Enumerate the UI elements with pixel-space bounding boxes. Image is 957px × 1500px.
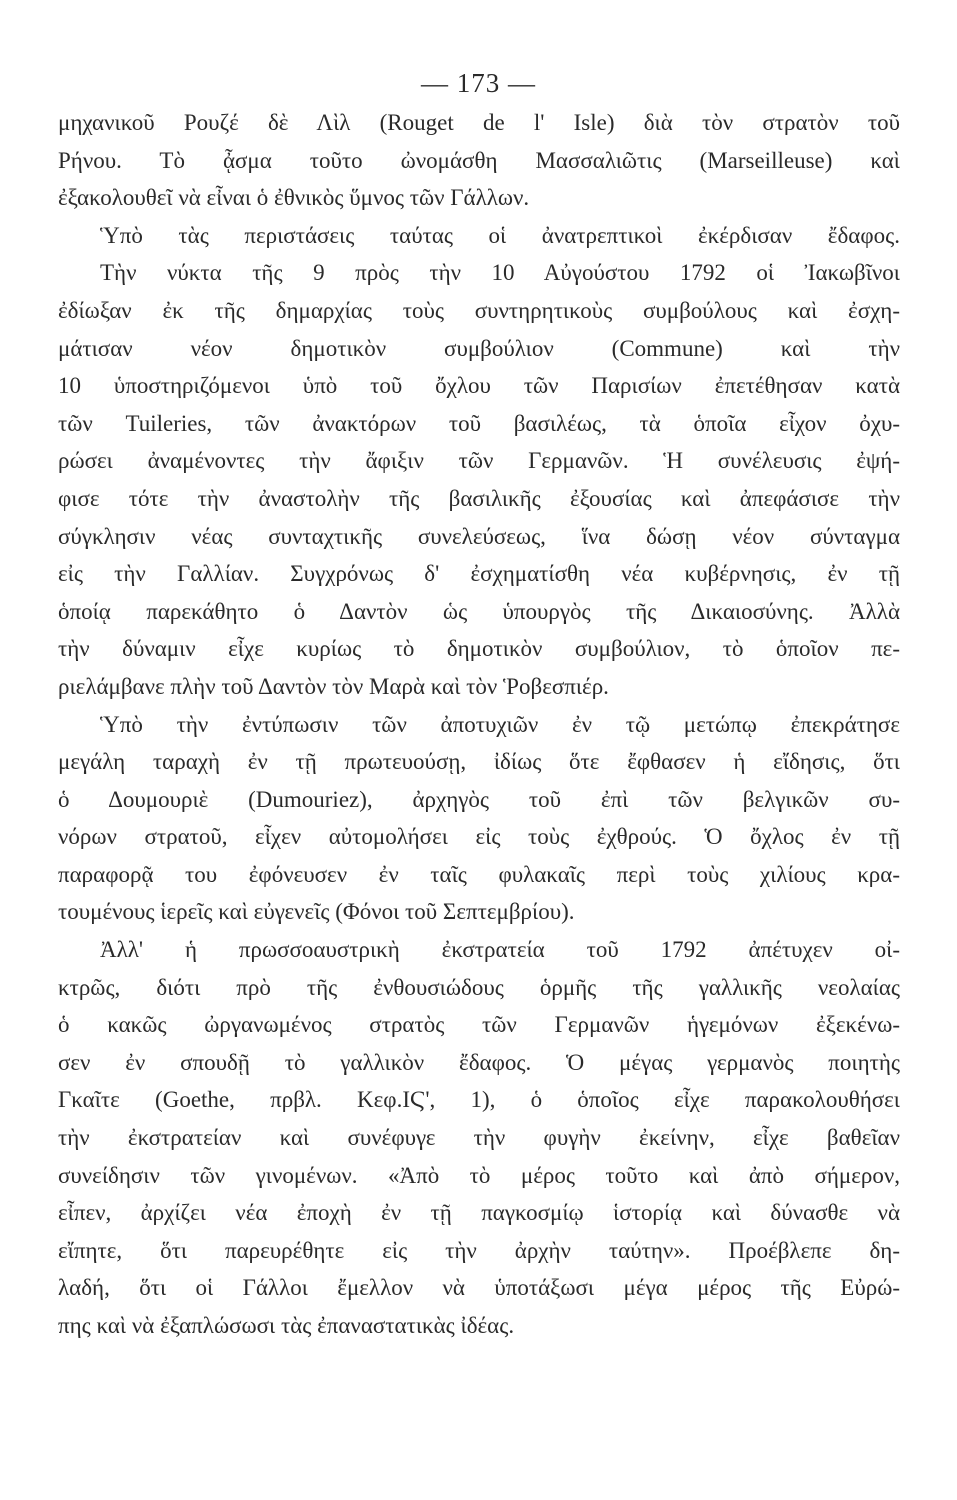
text-line: ρώσει ἀναμένοντες τὴν ἄφιξιν τῶν Γερμανῶν. Ἡ συνέλευσις ἐψή- [58,448,900,474]
text-line: συνείδησιν τῶν γινομένων. «Ἀπὸ τὸ μέρος τοῦτο καὶ ἀπὸ σήμερον, [58,1162,900,1188]
page-number: — 173 — [421,68,536,98]
text-line: Ρήνου. Τὸ ᾆσμα τοῦτο ὠνομάσθη Μασσαλιῶτις (Marseilleuse) καὶ [58,147,900,173]
text-line: σεν ἐν σπουδῇ τὸ γαλλικὸν ἔδαφος. Ὁ μέγας γερμανὸς ποιητὴς [58,1049,900,1075]
text-line: μηχανικοῦ Ρουζέ δὲ Λὶλ (Rouget de l' Isle) διὰ τὸν στρατὸν τοῦ [58,110,900,135]
text-line: Τὴν νύκτα τῆς 9 πρὸς τὴν 10 Αὐγούστου 1792 οἱ Ἰακωβῖνοι [100,260,900,286]
text-line: φισε τότε τὴν ἀναστολὴν τῆς βασιλικῆς ἐξουσίας καὶ ἀπεφάσισε τὴν [58,485,900,511]
text-line: 10 ὑποστηριζόμενοι ὑπὸ τοῦ ὄχλου τῶν Παρισίων ἐπετέθησαν κατὰ [58,373,900,399]
text-line: τὴν δύναμιν εἶχε κυρίως τὸ δημοτικὸν συμβούλιον, τὸ ὁποῖον πε- [58,636,900,662]
text-line: ὁ κακῶς ὠργανωμένος στρατὸς τῶν Γερμανῶν ἡγεμόνων ἐξεκένω- [58,1012,900,1038]
text-line: τουμένους ἱερεῖς καὶ εὐγενεῖς (Φόνοι τοῦ Σεπτεμβρίου). [58,899,575,925]
text-line: τὴν ἐκστρατείαν καὶ συνέφυγε τὴν φυγὴν ἐκείνην, εἶχε βαθεῖαν [58,1125,900,1151]
text-line: ριελάμβανε πλὴν τοῦ Δαντὸν τὸν Μαρὰ καὶ τὸν Ῥοβεσπιέρ. [58,673,609,699]
text-line: ὁποίᾳ παρεκάθητο ὁ Δαντὸν ὡς ὑπουργὸς τῆς Δικαιοσύνης. Ἀλλὰ [58,598,900,624]
text-line: ὁ Δουμουριὲ (Dumouriez), ἀρχηγὸς τοῦ ἐπὶ τῶν βελγικῶν συ- [58,786,900,812]
text-line: νόρων στρατοῦ, εἶχεν αὐτομολήσει εἰς τοὺς ἐχθρούς. Ὁ ὄχλος ἐν τῇ [58,824,900,850]
text-line: μεγάλη ταραχὴ ἐν τῇ πρωτευούσῃ, ἰδίως ὅτε ἔφθασεν ἡ εἴδησις, ὅτι [58,749,900,775]
text-line: κτρῶς, διότι πρὸ τῆς ἐνθουσιώδους ὁρμῆς τῆς γαλλικῆς νεολαίας [58,974,900,1000]
text-line: λαδή, ὅτι οἱ Γάλλοι ἔμελλον νὰ ὑποτάξωσι μέγα μέρος τῆς Εὐρώ- [58,1275,900,1301]
text-line: ἐξακολουθεῖ νὰ εἶναι ὁ ἐθνικὸς ὕμνος τῶν Γάλλων. [58,185,530,211]
text-line: Ὑπὸ τὴν ἐντύπωσιν τῶν ἀποτυχιῶν ἐν τῷ μετώπῳ ἐπεκράτησε [100,711,900,737]
body-text [58,104,900,1345]
text-line: Γκαῖτε (Goethe, πρβλ. Κεφ.ΙϚ', 1), ὁ ὁποῖος εἶχε παρακολουθήσει [58,1087,900,1113]
text-line: εἶπεν, ἀρχίζει νέα ἐποχὴ ἐν τῇ παγκοσμίῳ ἱστορίᾳ καὶ δύνασθε νὰ [58,1200,900,1226]
text-line: εἴπητε, ὅτι παρευρέθητε εἰς τὴν ἀρχὴν ταύτην». Προέβλεπε δη- [58,1237,900,1263]
text-line: ἐδίωξαν ἐκ τῆς δημαρχίας τοὺς συντηρητικοὺς συμβούλους καὶ ἐσχη- [58,297,900,323]
text-line: σύγκλησιν νέας συνταχτικῆς συνελεύσεως, ἵνα δώσῃ νέον σύνταγμα [58,523,900,549]
text-line: Ἀλλ' ἡ πρωσσοαυστρικὴ ἐκστρατεία τοῦ 1792 ἀπέτυχεν οἰ- [100,937,900,963]
text-line: Ὑπὸ τὰς περιστάσεις ταύτας οἱ ἀνατρεπτικοὶ ἐκέρδισαν ἔδαφος. [100,222,900,248]
text-line: μάτισαν νέον δημοτικὸν συμβούλιον (Commune) καὶ τὴν [58,335,900,361]
text-line: τῶν Tuileries, τῶν ἀνακτόρων τοῦ βασιλέως, τὰ ὁποῖα εἶχον ὀχυ- [58,410,900,436]
text-line: πης καὶ νὰ ἐξαπλώσωσι τὰς ἐπαναστατικὰς ἰδέας. [58,1313,515,1338]
text-line: παραφορᾷ του ἐφόνευσεν ἐν ταῖς φυλακαῖς περὶ τοὺς χιλίους κρα- [58,861,900,887]
text-line: εἰς τὴν Γαλλίαν. Συγχρόνως δ' ἐσχηματίσθη νέα κυβέρνησις, ἐν τῇ [58,561,900,587]
